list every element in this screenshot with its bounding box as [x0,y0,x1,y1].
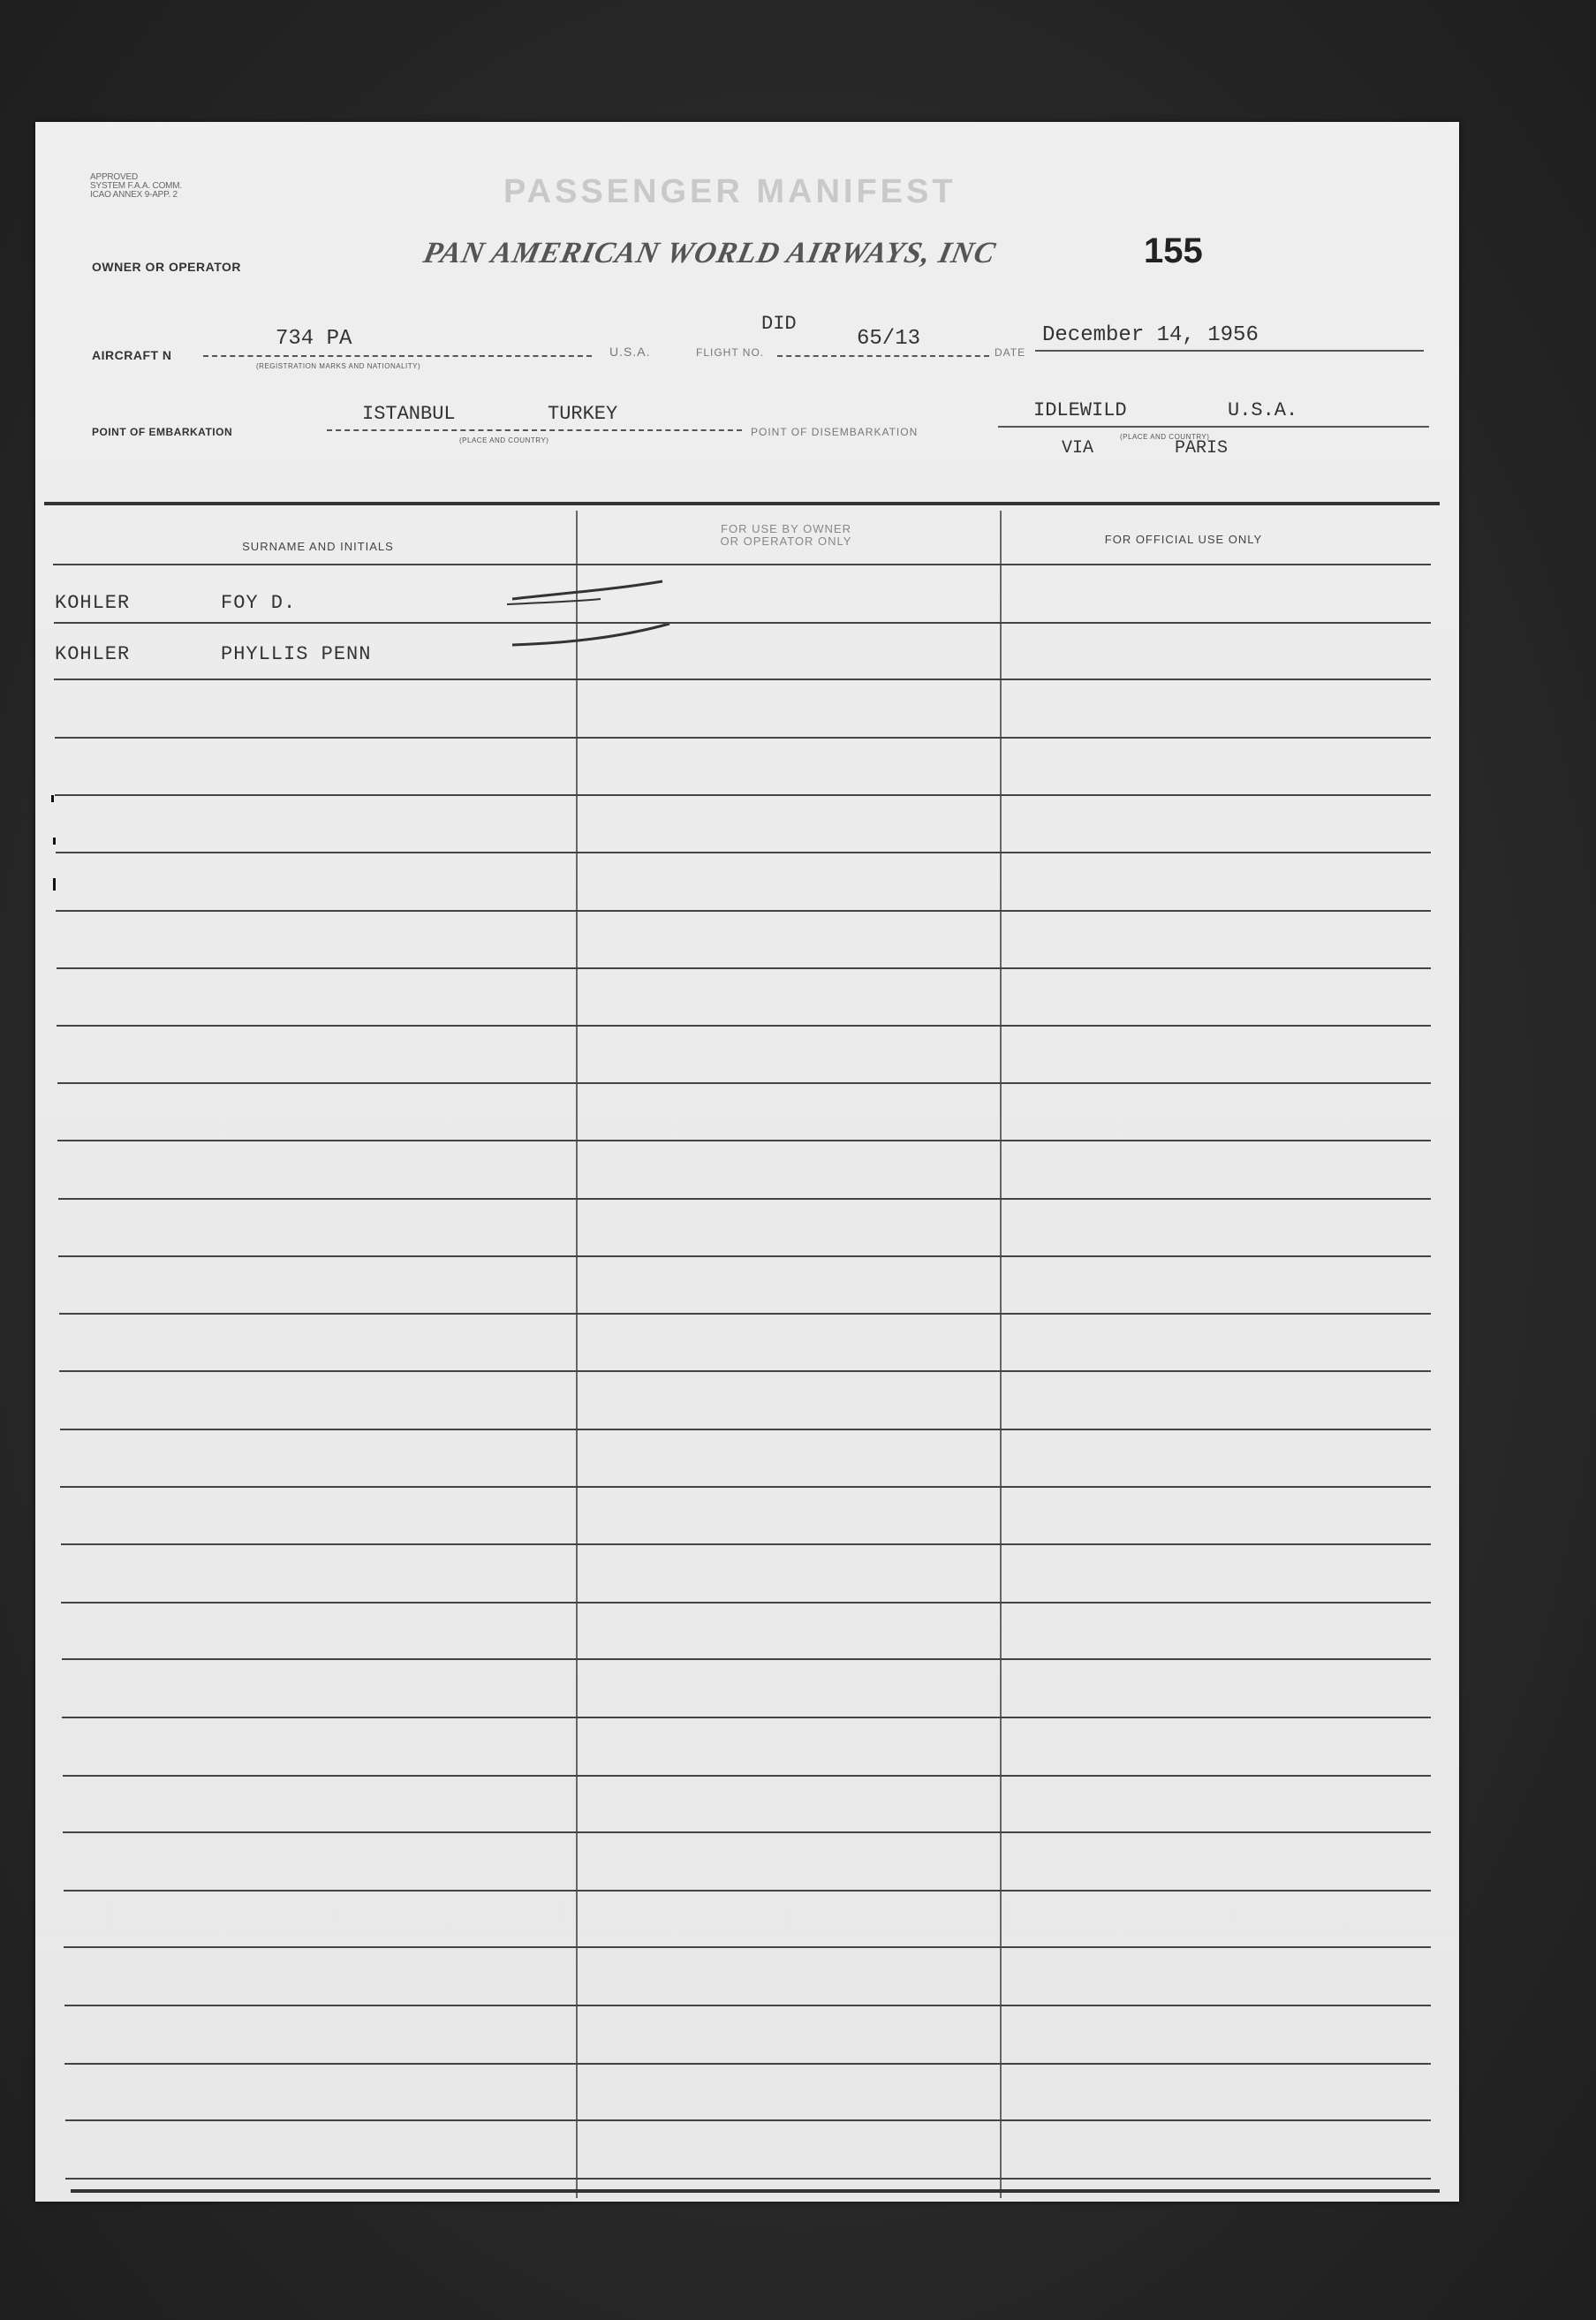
col-official-header: FOR OFFICIAL USE ONLY [1104,533,1263,546]
disembarkation-label: POINT OF DISEMBARKATION [751,426,919,438]
row-rule [63,1831,1431,1833]
row-rule [61,1543,1432,1545]
check-mark-1 [512,581,662,599]
aircraft-label: AIRCRAFT N [92,348,172,362]
aircraft-fill-line [203,355,592,357]
row-rule [53,564,1431,565]
embarkation-country: TURKEY [548,403,618,425]
row-rule [60,1429,1432,1430]
row-rule [62,1658,1432,1660]
row-rule [65,2119,1432,2121]
row-rule [63,1775,1432,1777]
approval-line-3: ICAO ANNEX 9-APP. 2 [90,190,178,200]
owner-label: OWNER OR OPERATOR [92,260,241,274]
row-rule [64,1946,1431,1948]
row-rule [59,1370,1431,1372]
row-rule [64,1890,1432,1892]
row-rule [59,1313,1432,1315]
approval-line-1: APPROVED [90,172,138,182]
col-owner-header-line1: FOR USE BY OWNER [721,522,851,535]
column-divider-1 [576,511,578,2198]
table-bottom-rule [71,2189,1440,2193]
date-fill-line [1035,350,1424,352]
owner-value: PAN AMERICAN WORLD AIRWAYS, INC [420,237,999,269]
scan-mark-3 [53,878,56,891]
via-label: VIA [1062,438,1094,459]
flight-label: FLIGHT NO. [696,346,765,359]
row-rule [62,1717,1431,1718]
disembarkation-fill-line [998,426,1429,428]
column-divider-2 [1000,511,1002,2198]
check-mark-2 [512,624,669,645]
scan-mark-2 [53,838,56,845]
handwritten-check-marks [503,572,698,670]
row-rule [58,1198,1432,1200]
disembarkation-city: IDLEWILD [1033,399,1127,421]
row-rule [57,1025,1431,1027]
row-rule [56,910,1431,912]
row-rule [57,1082,1432,1084]
passenger-1-surname: KOHLER [55,592,131,614]
row-rule [65,2178,1431,2180]
row-rule [54,622,1432,624]
embarkation-city: ISTANBUL [362,403,456,425]
embarkation-label: POINT OF EMBARKATION [92,426,233,438]
page-number: 155 [1144,231,1203,270]
row-rule [64,2063,1431,2065]
row-rule [57,1140,1431,1141]
row-rule [57,967,1432,969]
flight-value: 65/13 [857,327,921,351]
embarkation-sublabel: (PLACE AND COUNTRY) [459,436,549,444]
row-rule [64,2005,1432,2006]
row-rule [58,1255,1431,1257]
check-mark-1b [507,599,601,604]
col-owner-header-line2: OR OPERATOR ONLY [720,535,852,548]
row-rule [56,852,1432,853]
date-value: December 14, 1956 [1042,323,1259,347]
disembarkation-sublabel: (PLACE AND COUNTRY) [1120,433,1210,441]
date-label: DATE [995,346,1026,359]
flight-prefix: DID [761,313,797,335]
aircraft-sublabel: (REGISTRATION MARKS AND NATIONALITY) [256,362,421,370]
flight-fill-line [777,355,989,357]
approval-stamp [90,173,284,200]
passenger-2-surname: KOHLER [55,643,131,665]
approval-line-2: SYSTEM F.A.A. COMM. [90,181,182,191]
passenger-1-initials: FOY D. [221,592,297,614]
scan-mark-1 [51,795,54,802]
via-value: PARIS [1175,438,1229,459]
row-rule [55,737,1432,739]
aircraft-value: 734 PA [276,327,352,351]
table-top-rule [44,502,1440,505]
col-surname-header: SURNAME AND INITIALS [242,540,394,553]
row-rule [60,1486,1431,1488]
usa-label: U.S.A. [609,345,651,359]
disembarkation-country: U.S.A. [1228,399,1298,421]
row-rule [61,1602,1431,1604]
row-rule [54,679,1431,680]
row-rule [55,794,1431,796]
form-title: PASSENGER MANIFEST [503,173,957,210]
manifest-sheet [35,122,1459,2202]
passenger-2-initials: PHYLLIS PENN [221,643,372,665]
embarkation-fill-line [327,429,742,431]
